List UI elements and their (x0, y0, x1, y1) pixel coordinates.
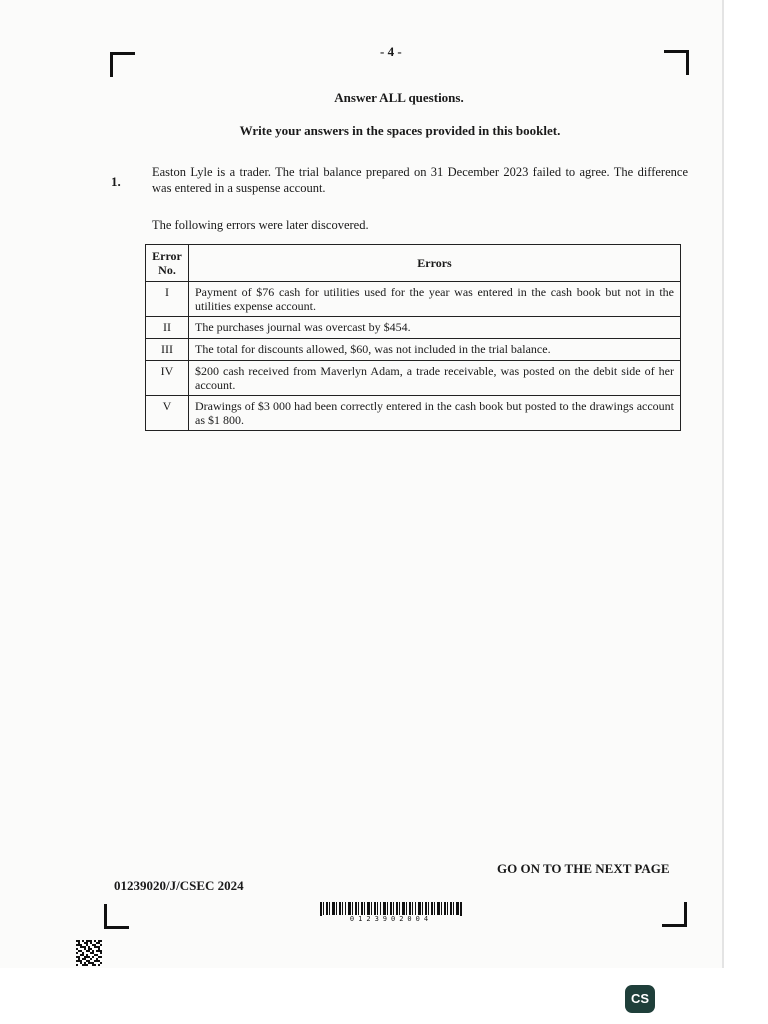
paper-code: 01239020/J/CSEC 2024 (114, 878, 244, 893)
question-number: 1. (111, 174, 121, 189)
table-header-row (146, 245, 681, 282)
table-row (146, 396, 681, 431)
error-number: III (146, 339, 189, 361)
page-number: - 4 - (380, 44, 402, 59)
table-row (146, 361, 681, 396)
header-error-no: Error No. (146, 245, 189, 282)
crop-mark-bottom-left (104, 904, 129, 929)
question-intro: Easton Lyle is a trader. The trial balance prepared on 31 December 2023 failed to agree. The difference was entered in a suspense account. (152, 165, 688, 195)
error-description: The purchases journal was overcast by $454. (189, 317, 681, 339)
barcode-digits: 0123902004 (322, 915, 460, 923)
qr-code-icon (76, 940, 102, 966)
crop-mark-top-right (664, 50, 689, 75)
error-description: $200 cash received from Maverlyn Adam, a trade receivable, was posted on the debit side of her account. (189, 361, 681, 396)
error-description: Drawings of $3 000 had been correctly entered in the cash book but posted to the drawings account as $1 800. (189, 396, 681, 431)
error-number: V (146, 396, 189, 431)
crop-mark-top-left (110, 52, 135, 77)
table-row (146, 282, 681, 317)
error-number: II (146, 317, 189, 339)
question-lead-in: The following errors were later discovered. (152, 218, 369, 232)
camscanner-icon: CS (625, 985, 655, 1013)
error-description: The total for discounts allowed, $60, was not included in the trial balance. (189, 339, 681, 361)
table-row (146, 339, 681, 361)
error-number: IV (146, 361, 189, 396)
error-number: I (146, 282, 189, 317)
instruction-write-answers: Write your answers in the spaces provided in this booklet. (239, 123, 561, 138)
error-description: Payment of $76 cash for utilities used for the year was entered in the cash book but not in the utilities expense account. (189, 282, 681, 317)
crop-mark-bottom-right (662, 902, 687, 927)
instruction-answer-all: Answer ALL questions. (334, 90, 464, 105)
header-errors: Errors (189, 245, 681, 282)
go-on-next-page: GO ON TO THE NEXT PAGE (497, 861, 670, 876)
table-row (146, 317, 681, 339)
errors-table (145, 244, 681, 431)
